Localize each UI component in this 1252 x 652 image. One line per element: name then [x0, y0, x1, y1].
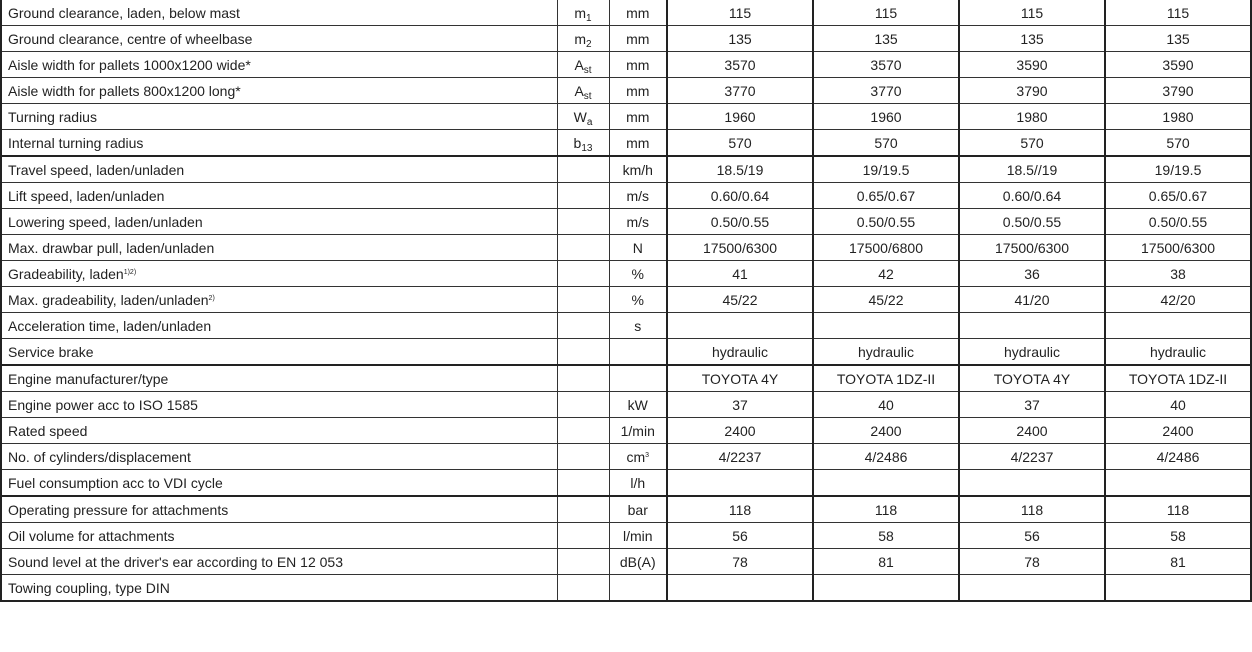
spec-value-model-4: 58: [1105, 523, 1251, 549]
spec-label: Travel speed, laden/unladen: [8, 161, 185, 178]
spec-label-cell: [1, 444, 557, 470]
spec-unit-cell: [609, 365, 667, 392]
spec-label-cell: [1, 392, 557, 418]
spec-label-cell: [1, 156, 557, 183]
spec-unit: m/s: [626, 187, 650, 204]
spec-label: Aisle width for pallets 1000x1200 wide*: [8, 56, 251, 73]
spec-unit: cm: [626, 448, 646, 465]
table-row: [1, 339, 1251, 366]
spec-value-model-4: 19/19.5: [1105, 156, 1251, 183]
spec-symbol-cell: [557, 470, 609, 497]
spec-unit-cell: [609, 0, 667, 26]
spec-value-model-4: TOYOTA 1DZ-II: [1105, 365, 1251, 392]
table-row: [1, 496, 1251, 523]
spec-value-model-3: 0.50/0.55: [959, 209, 1105, 235]
spec-value-model-2: [813, 575, 959, 602]
spec-symbol: A: [574, 82, 584, 99]
spec-value-model-4: 115: [1105, 0, 1251, 26]
spec-value-model-1: 135: [667, 26, 813, 52]
spec-symbol-cell: [557, 444, 609, 470]
spec-unit-cell: [609, 78, 667, 104]
spec-symbol-cell: [557, 523, 609, 549]
spec-value-model-2: 45/22: [813, 287, 959, 313]
spec-value-model-3: 3790: [959, 78, 1105, 104]
spec-label: Lift speed, laden/unladen: [8, 187, 165, 204]
spec-value-model-4: 17500/6300: [1105, 235, 1251, 261]
spec-value-model-1: 45/22: [667, 287, 813, 313]
spec-value-model-4: 570: [1105, 130, 1251, 157]
spec-value-model-1: 56: [667, 523, 813, 549]
spec-symbol-cell: [557, 365, 609, 392]
spec-unit-cell: [609, 313, 667, 339]
spec-symbol-cell: [557, 104, 609, 130]
footnote-marker: 2): [208, 294, 215, 302]
spec-unit-cell: [609, 287, 667, 313]
spec-value-model-3: 17500/6300: [959, 235, 1105, 261]
spec-value-model-3: 36: [959, 261, 1105, 287]
spec-value-model-2: 4/2486: [813, 444, 959, 470]
spec-value-model-2: 19/19.5: [813, 156, 959, 183]
spec-value-model-4: 135: [1105, 26, 1251, 52]
spec-value-model-4: [1105, 575, 1251, 602]
spec-unit-cell: [609, 496, 667, 523]
spec-unit-cell: [609, 235, 667, 261]
spec-value-model-4: hydraulic: [1105, 339, 1251, 366]
spec-label: No. of cylinders/displacement: [8, 448, 191, 465]
spec-label: Towing coupling, type DIN: [8, 579, 170, 596]
spec-label-cell: [1, 183, 557, 209]
spec-unit: dB(A): [619, 553, 656, 570]
spec-unit: l/h: [630, 474, 646, 491]
table-row: [1, 0, 1251, 26]
spec-unit-cell: [609, 209, 667, 235]
spec-value-model-3: 37: [959, 392, 1105, 418]
spec-unit-cell: [609, 104, 667, 130]
spec-value-model-2: 0.65/0.67: [813, 183, 959, 209]
spec-label: Service brake: [8, 343, 94, 360]
spec-label: Ground clearance, centre of wheelbase: [8, 30, 253, 47]
spec-unit-cell: [609, 156, 667, 183]
spec-value-model-1: 41: [667, 261, 813, 287]
spec-symbol-subscript: a: [586, 116, 593, 128]
spec-value-model-2: [813, 470, 959, 497]
table-row: [1, 392, 1251, 418]
spec-value-model-1: [667, 575, 813, 602]
spec-value-model-1: 78: [667, 549, 813, 575]
spec-symbol-cell: [557, 575, 609, 602]
spec-symbol: m: [574, 4, 587, 21]
spec-value-model-3: [959, 575, 1105, 602]
spec-label-cell: [1, 575, 557, 602]
spec-unit-cell: [609, 575, 667, 602]
table-row: [1, 523, 1251, 549]
spec-unit-cell: [609, 52, 667, 78]
spec-value-model-3: [959, 470, 1105, 497]
spec-value-model-1: [667, 470, 813, 497]
spec-label: Fuel consumption acc to VDI cycle: [8, 474, 223, 491]
spec-label-cell: [1, 470, 557, 497]
spec-label-cell: [1, 287, 557, 313]
spec-value-model-3: 41/20: [959, 287, 1105, 313]
spec-unit: m/s: [626, 213, 650, 230]
spec-label: Operating pressure for attachments: [8, 501, 229, 518]
spec-symbol-cell: [557, 156, 609, 183]
table-row: [1, 26, 1251, 52]
spec-unit: mm: [626, 56, 650, 73]
spec-label-cell: [1, 104, 557, 130]
table-row: [1, 287, 1251, 313]
spec-symbol-cell: [557, 78, 609, 104]
spec-value-model-4: [1105, 470, 1251, 497]
spec-unit-cell: [609, 130, 667, 157]
spec-unit-cell: [609, 549, 667, 575]
spec-value-model-1: 0.60/0.64: [667, 183, 813, 209]
table-row: [1, 209, 1251, 235]
spec-label: Turning radius: [8, 108, 97, 125]
spec-value-model-1: TOYOTA 4Y: [667, 365, 813, 392]
table-row: [1, 78, 1251, 104]
spec-value-model-4: 40: [1105, 392, 1251, 418]
spec-label: Engine manufacturer/type: [8, 370, 169, 387]
table-row: [1, 104, 1251, 130]
spec-symbol: A: [574, 56, 584, 73]
spec-value-model-1: 0.50/0.55: [667, 209, 813, 235]
spec-value-model-1: 37: [667, 392, 813, 418]
spec-symbol: m: [574, 30, 587, 47]
spec-value-model-1: 115: [667, 0, 813, 26]
spec-value-model-4: 118: [1105, 496, 1251, 523]
table-row: [1, 444, 1251, 470]
spec-symbol-cell: [557, 287, 609, 313]
spec-value-model-3: [959, 313, 1105, 339]
spec-unit: %: [631, 265, 644, 282]
spec-label-cell: [1, 261, 557, 287]
spec-label-cell: [1, 418, 557, 444]
spec-symbol-cell: [557, 130, 609, 157]
spec-symbol-subscript: st: [583, 90, 592, 102]
table-row: [1, 156, 1251, 183]
spec-value-model-1: 3770: [667, 78, 813, 104]
spec-value-model-3: 4/2237: [959, 444, 1105, 470]
spec-unit: l/min: [622, 527, 653, 544]
spec-value-model-2: [813, 313, 959, 339]
spec-unit-cell: [609, 392, 667, 418]
footnote-marker: 1)2): [123, 268, 137, 276]
spec-unit-cell: [609, 523, 667, 549]
spec-label: Acceleration time, laden/unladen: [8, 317, 212, 334]
spec-value-model-3: TOYOTA 4Y: [959, 365, 1105, 392]
spec-value-model-3: hydraulic: [959, 339, 1105, 366]
spec-value-model-2: 570: [813, 130, 959, 157]
table-row: [1, 261, 1251, 287]
spec-symbol-cell: [557, 26, 609, 52]
spec-unit: s: [634, 317, 642, 334]
spec-value-model-1: 4/2237: [667, 444, 813, 470]
spec-unit: 1/min: [620, 422, 655, 439]
spec-value-model-4: 0.50/0.55: [1105, 209, 1251, 235]
spec-value-model-3: 118: [959, 496, 1105, 523]
spec-value-model-3: 18.5//19: [959, 156, 1105, 183]
spec-value-model-2: 0.50/0.55: [813, 209, 959, 235]
spec-symbol-cell: [557, 183, 609, 209]
spec-unit: bar: [627, 501, 648, 518]
spec-value-model-1: 17500/6300: [667, 235, 813, 261]
spec-unit-cell: [609, 418, 667, 444]
spec-symbol-subscript: 2: [586, 38, 592, 50]
table-row: [1, 365, 1251, 392]
spec-label-cell: [1, 365, 557, 392]
spec-label-cell: [1, 0, 557, 26]
spec-label: Gradeability, laden: [8, 265, 124, 282]
spec-label: Ground clearance, laden, below mast: [8, 4, 240, 21]
spec-value-model-2: 115: [813, 0, 959, 26]
spec-unit: mm: [626, 30, 650, 47]
spec-label: Aisle width for pallets 800x1200 long*: [8, 82, 241, 99]
spec-unit: kW: [627, 396, 648, 413]
spec-symbol-cell: [557, 0, 609, 26]
spec-value-model-3: 1980: [959, 104, 1105, 130]
spec-symbol: b: [573, 134, 582, 151]
table-row: [1, 235, 1251, 261]
spec-symbol-subscript: 13: [581, 142, 593, 154]
spec-symbol: W: [573, 108, 587, 125]
spec-value-model-4: 4/2486: [1105, 444, 1251, 470]
spec-value-model-2: 135: [813, 26, 959, 52]
table-row: [1, 549, 1251, 575]
spec-value-model-2: 81: [813, 549, 959, 575]
spec-value-model-2: 3770: [813, 78, 959, 104]
spec-value-model-1: 118: [667, 496, 813, 523]
spec-unit-cell: [609, 183, 667, 209]
spec-value-model-4: [1105, 313, 1251, 339]
spec-value-model-4: 1980: [1105, 104, 1251, 130]
spec-value-model-2: hydraulic: [813, 339, 959, 366]
spec-label: Internal turning radius: [8, 134, 144, 151]
spec-value-model-2: 3570: [813, 52, 959, 78]
spec-value-model-4: 3790: [1105, 78, 1251, 104]
spec-value-model-2: 17500/6800: [813, 235, 959, 261]
spec-value-model-4: 38: [1105, 261, 1251, 287]
spec-label: Max. gradeability, laden/unladen: [8, 291, 209, 308]
spec-label-cell: [1, 523, 557, 549]
spec-unit-cell: [609, 26, 667, 52]
table-row: [1, 130, 1251, 157]
spec-table-body: [1, 0, 1251, 601]
spec-label-cell: [1, 26, 557, 52]
spec-symbol-cell: [557, 339, 609, 366]
spec-unit-superscript: 3: [645, 451, 650, 459]
spec-value-model-1: hydraulic: [667, 339, 813, 366]
table-row: [1, 575, 1251, 602]
spec-symbol-cell: [557, 549, 609, 575]
spec-value-model-4: 81: [1105, 549, 1251, 575]
spec-label-cell: [1, 339, 557, 366]
spec-symbol-cell: [557, 418, 609, 444]
spec-unit-cell: [609, 261, 667, 287]
spec-label: Sound level at the driver's ear according to EN 12 053: [8, 553, 343, 570]
spec-unit: km/h: [622, 161, 653, 178]
spec-value-model-2: TOYOTA 1DZ-II: [813, 365, 959, 392]
spec-value-model-4: 42/20: [1105, 287, 1251, 313]
spec-value-model-2: 118: [813, 496, 959, 523]
spec-label-cell: [1, 209, 557, 235]
spec-symbol-cell: [557, 313, 609, 339]
spec-label: Rated speed: [8, 422, 88, 439]
spec-value-model-3: 56: [959, 523, 1105, 549]
table-row: [1, 418, 1251, 444]
spec-value-model-3: 0.60/0.64: [959, 183, 1105, 209]
spec-value-model-2: 42: [813, 261, 959, 287]
spec-value-model-3: 135: [959, 26, 1105, 52]
spec-value-model-1: 1960: [667, 104, 813, 130]
spec-label-cell: [1, 549, 557, 575]
spec-value-model-1: 18.5/19: [667, 156, 813, 183]
spec-value-model-1: 3570: [667, 52, 813, 78]
spec-symbol-cell: [557, 235, 609, 261]
spec-label-cell: [1, 130, 557, 157]
spec-value-model-2: 2400: [813, 418, 959, 444]
spec-label-cell: [1, 313, 557, 339]
spec-value-model-3: 3590: [959, 52, 1105, 78]
spec-label-cell: [1, 52, 557, 78]
spec-value-model-2: 40: [813, 392, 959, 418]
spec-value-model-3: 115: [959, 0, 1105, 26]
spec-label-cell: [1, 496, 557, 523]
spec-label: Engine power acc to ISO 1585: [8, 396, 198, 413]
spec-value-model-3: 2400: [959, 418, 1105, 444]
spec-value-model-2: 1960: [813, 104, 959, 130]
table-row: [1, 313, 1251, 339]
spec-label: Max. drawbar pull, laden/unladen: [8, 239, 215, 256]
spec-symbol-subscript: 1: [586, 12, 592, 24]
spec-unit: mm: [626, 134, 650, 151]
spec-value-model-4: 3590: [1105, 52, 1251, 78]
spec-symbol-cell: [557, 261, 609, 287]
spec-symbol-cell: [557, 496, 609, 523]
table-row: [1, 183, 1251, 209]
spec-value-model-1: 2400: [667, 418, 813, 444]
spec-value-model-4: 2400: [1105, 418, 1251, 444]
spec-unit: mm: [626, 108, 650, 125]
spec-value-model-1: [667, 313, 813, 339]
spec-label: Oil volume for attachments: [8, 527, 175, 544]
spec-value-model-4: 0.65/0.67: [1105, 183, 1251, 209]
spec-symbol-cell: [557, 209, 609, 235]
spec-symbol-cell: [557, 392, 609, 418]
table-row: [1, 52, 1251, 78]
spec-unit: mm: [626, 82, 650, 99]
spec-value-model-2: 58: [813, 523, 959, 549]
spec-value-model-3: 78: [959, 549, 1105, 575]
spec-symbol-cell: [557, 52, 609, 78]
spec-label-cell: [1, 78, 557, 104]
spec-label: Lowering speed, laden/unladen: [8, 213, 203, 230]
spec-unit: mm: [626, 4, 650, 21]
spec-unit-cell: [609, 444, 667, 470]
spec-unit-cell: [609, 470, 667, 497]
spec-value-model-3: 570: [959, 130, 1105, 157]
spec-unit: %: [631, 291, 644, 308]
spec-value-model-1: 570: [667, 130, 813, 157]
spec-unit: N: [632, 239, 643, 256]
spec-label-cell: [1, 235, 557, 261]
spec-unit-cell: [609, 339, 667, 366]
table-row: [1, 470, 1251, 497]
spec-symbol-subscript: st: [583, 64, 592, 76]
